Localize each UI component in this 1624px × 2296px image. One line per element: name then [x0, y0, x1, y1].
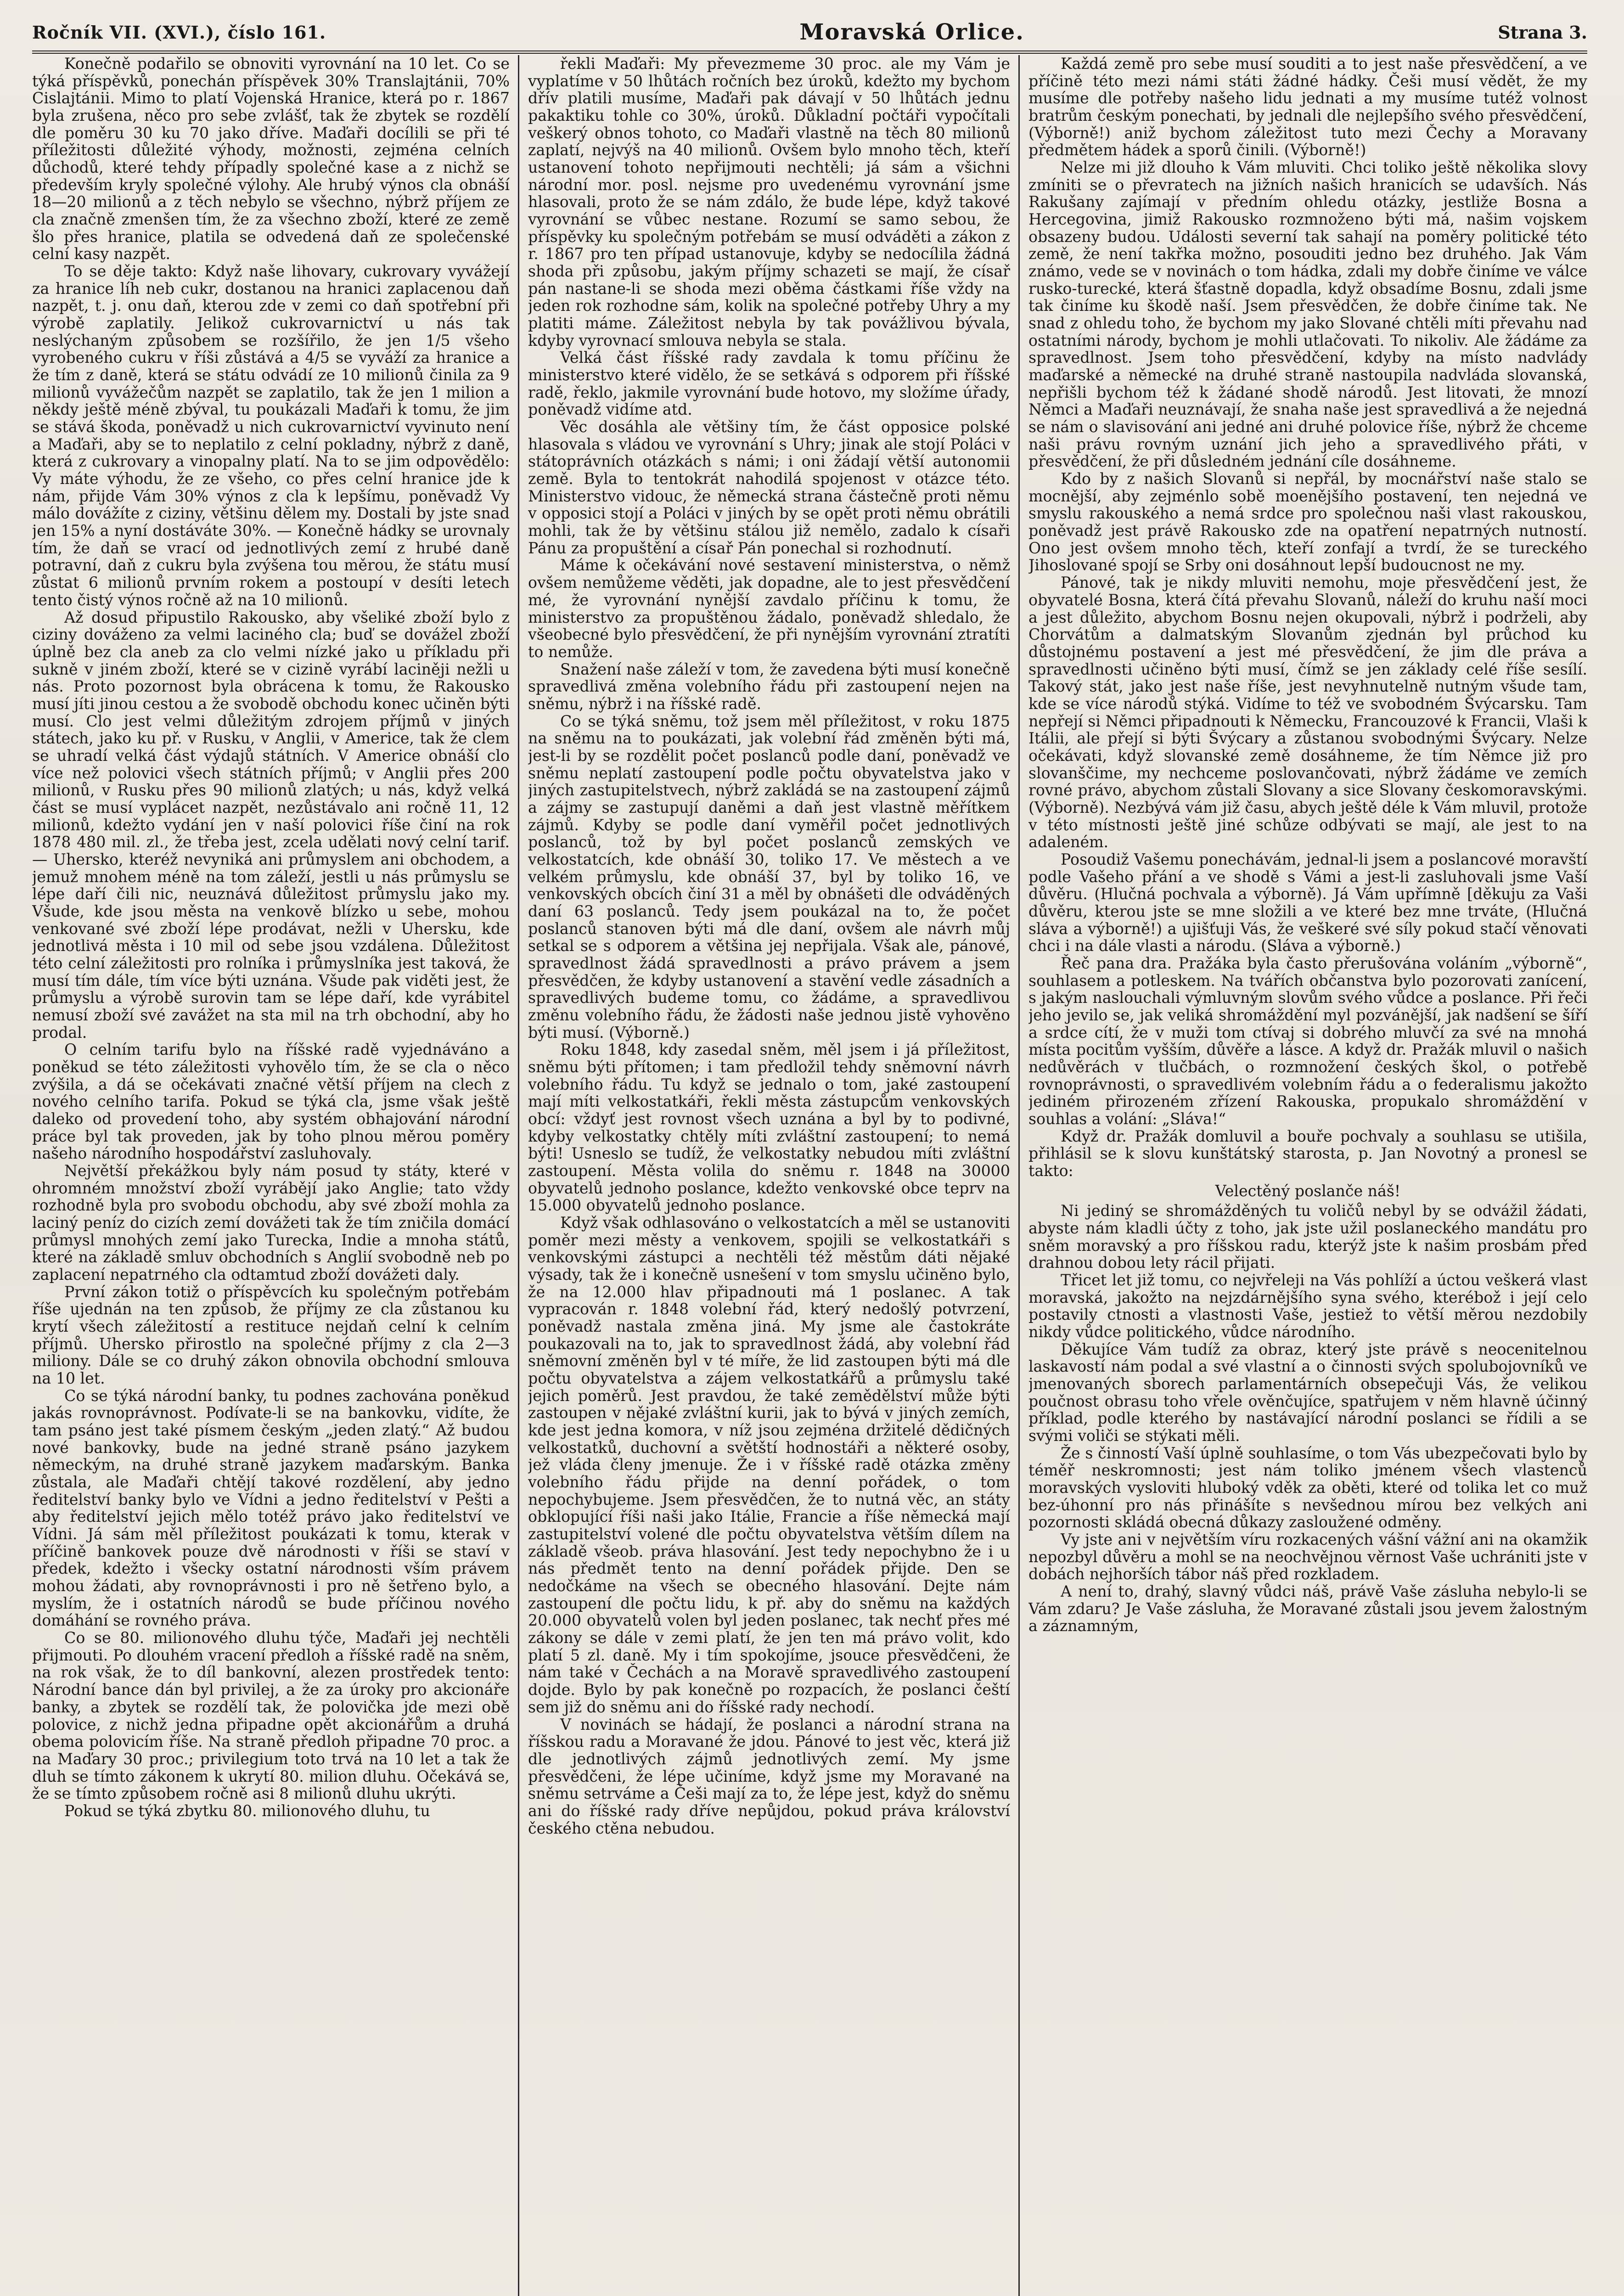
- article-paragraph: Co se týká národní banky, tu podnes zachována poněkud jakás rovnoprávnost. Podívate-li se na bankovku, vidíte, že tam psáno jest také písmem českým „jeden zlatý.“ Až budou nové bankovky, bude na jedné straně psáno jazykem německým, na druhé straně jazykem maďarským. Banka zůstala, ale Maďaři chtějí takové rozdělení, aby jedno ředitelství banky bylo ve Vídni a jedno ředitelství v Pešti a aby ředitelství jejich mělo totéž právo jako ředitelství ve Vídni. Já sám měl příležitost poukázati k tomu, kterak v příčině bankovek pouze dvě národnosti v říši se staví v předek, kdežto i všecky ostatní národnosti vším právem mohou žádati, aby rovnoprávnosti i pro ně šetřeno bylo, a myslím, že i ostatních národů se bude příčinou nového domáhání se rovného práva.: [32, 1386, 510, 1630]
- column-rule: [1018, 55, 1020, 2296]
- page-number: Strana 3.: [1498, 22, 1587, 43]
- article-paragraph: Když dr. Pražák domluvil a bouře pochvaly a souhlasu se utišila, přihlásil se k slovu kunštátský starosta, p. Jan Novotný a pronesl se takto:: [1028, 1127, 1587, 1180]
- article-paragraph: O celním tarifu bylo na říšské radě vyjednáváno a poněkud se této záležitosti vyhovělo tím, že se cla o něco zvýšila, a dá se očekávati značné větší příjem na clech z nového celního tarifa. Pokud se týká cla, jsme však ještě daleko od provedení toho, aby systém obhajování národní práce byl tak proveden, jak by toho plnou měrou poměry našeho národního hospodářství zasluhovaly.: [32, 1041, 510, 1163]
- article-paragraph: Konečně podařilo se obnoviti vyrovnání na 10 let. Co se týká příspěvků, ponechán příspěvek 30% Translajtánii, 70% Cislajtánii. Mimo to platí Vojenská Hranice, která po r. 1867 byla zrušena, něco pro sebe zvlášť, tak že zbytek se rozdělí dle poměru 30 ku 70 jako dříve. Maďaři docílili se při té příležitosti důležité výhody, možnosti, zejména celních důchodů, které tehdy případly společné kase a z nichž se především kryly společné výlohy. Ale hrubý výnos cla obnáší 18—20 milionů a z těch nebylo se všechno, nýbrž příjem ze cla značně zmenšen tím, že za všechno zboží, které ze země šlo přes hranice, platila se odvedená daň ze společenské celní kasy nazpět.: [32, 55, 510, 263]
- article-paragraph: řekli Maďaři: My převezmeme 30 proc. ale my Vám je vyplatíme v 50 lhůtách ročních bez úroků, kdežto my bychom dřív platili musíme, Maďaři pak dávají v 50 lhůtách jednu pakaktiku tohle co 30%, úroků. Důkladní počtáři vypočítali veškerý obnos tohoto, co Maďaři vlastně na těch 80 milionů zaplatí, nejvýš na 40 milionů. Ovšem bylo mnoho těch, kteří ustanovení tohoto nepřijmouti nechtěli; já sám a všichni národní mor. posl. nejsme pro uvedenému vyrovnání jsme hlasovali, proto že se nám zdálo, že bude lépe, když takové vyrovnání se vůbec nestane. Rozumí se samo sebou, že příspěvky ku společným potřebám se musí odváděti a zákon z r. 1867 pro ten případ ustanovuje, kdyby se nedocílila žádná shoda při způsobu, jakým příjmy schazeti se mají, že císař pán nastane-li se shoda mezi oběma částkami říše vždy na jeden rok rozhodne sám, kolik na společné potřeby Uhry a my platiti máme. Záležitost nebyla by tak povážlivou bývala, kdyby vyrovnací smlouva nebyla se stala.: [528, 55, 1010, 349]
- article-paragraph: Až dosud připustilo Rakousko, aby všeliké zboží bylo z ciziny dováženo za velmi laciného cla; buď se dovážel zboží úplně bez cla aneb za clo velmi nízké jako u příkladu při sukně v jiném zboží, které se v cizině vyrábí laciněji nežli u nás. Proto pozornost byla obrácena k tomu, že Rakousko musí jíti jinou cestou a že svobodě obchodu konec učiněn býti musí. Clo jest velmi důležitým zdrojem příjmů v jiných státech, jako ku př. v Rusku, v Anglii, v Americe, tak že clem se uhradí velká část výdajů státních. V Americe obnáší clo více než polovici všech státních příjmů; v Anglii přes 200 milionů, v Rusku přes 90 milionů zlatých; u nás, když velká část se musí vyplácet nazpět, nezůstávalo ani ročně 11, 12 milionů, kdežto vydání jen v naší polovici říše činí na rok 1878 480 mil. zl., že třeba jest, zcela udělati nový celní tarif. — Uhersko, kteréž nevyniká ani průmyslem ani obchodem, a jemuž mnohem méně na tom záleží, jestli u nás průmyslu se lépe daří čili nic, neuznává důležitost průmyslu jako my. Všude, kde jsou města na venkově blízko u sebe, mohou venkované své zboží lépe prodávat, nežli v Uhersku, kde jednotlivá města i 10 mil od sebe jsou vzdálena. Důležitost této celní záležitosti pro rolníka i průmyslníka jest taková, že musí tím dále, tím více býti uznána. Všude pak viděti jest, že průmyslu a výrobě surovin tam se lépe daří, kde vyrábitel nemusí zboží své zavážet na sta mil na trh obchodní, aby ho prodal.: [32, 608, 510, 1041]
- article-paragraph: A není to, drahý, slavný vůdci náš, právě Vaše zásluha nebylo-li se Vám zdaru? Je Vaše zásluha, že Moravané zůstali jsou jevem žalostným a záznamným,: [1028, 1582, 1587, 1635]
- article-paragraph: Když však odhlasováno o velkostatcích a měl se ustanoviti poměr mezi městy a venkovem, spojili se velkostatkáři s venkovskými zástupci a nechtěli též městům dáti nějaké výsady, tak že i konečně usnešení v tom smyslu učiněno bylo, že na 12.000 hlav připadnouti má 1 poslanec. A tak vypracován r. 1848 volební řád, který nedošlý potvrzení, poněvadž nastala změna jiná. My jsme ale častokráte poukazovali na to, jak to spravedlnost žádá, aby volební řád sněmovní změněn byl v té míře, že lid zastoupen býti má dle počtu obyvatelstva a zájem velkostatkářů a průmyslu také jejich poměrů. Jest pravdou, že také zemědělství může býti zastoupen v nějaké zvláštní kurii, jak to bývá v jiných zemích, kde jest jedna komora, v níž jsou zejména držitelé dědičných velkostatků, duchovní a světští hodnostáři a některé osoby, jež vláda členy jmenuje. Že i v říšské radě otázka změny volebního řádu přijde na denní pořádek, o tom nepochybujeme. Jsem přesvědčen, že to nutná věc, an státy obklopující říši naši jako Itálie, Francie a říše německá mají zastupitelství volené dle počtu obyvatelstva větším dílem na základě všeob. práva hlasování. Jest tedy nepochybno že i u nás předmět tento na denní pořádek přijde. Den se nedočkáme na všech se obecného hlasování. Dejte nám zastoupení dle počtu lidu, k př. aby do sněmu na každých 20.000 obyvatelů volen byl jeden poslanec, tak nechť přes mé zákony se dále v zemi platí, že jen ten má právo volit, kdo platí 5 zl. daně. My i tím spokojíme, jsouce přesvědčeni, že nám také v Čechách a na Moravě spravedlivého zastoupení dojde. Bylo by pak konečně po rozpacích, že poslanci čeští sem již do sněmu ani do říšské rady nechodí.: [528, 1214, 1010, 1716]
- column-rule: [518, 55, 519, 2296]
- article-paragraph: Děkujíce Vám tudíž za obraz, který jste právě s neocenitelnou laskavostí nám podal a své vlastní a o činnosti svých spolubojovníků ve jmenovaných sborech parlamentárních obsepečuji Vás, že velikou poučnost obrasu toho vřele ověnčujíce, spatřujem v něm hlavně účinný příklad, podle kterého by nastávající národní poslanci se řídili a se svými voliči se stýkati měli.: [1028, 1340, 1587, 1445]
- article-paragraph: Posoudiž Vašemu ponechávám, jednal-li jsem a poslancové moravští podle Vašeho přání a ve shodě s Vámi a jest-li zasluhovali jsme Vaší důvěru. (Hlučná pochvala a výborně). Já Vám upřímně [děkuju za Vaši důvěru, kterou jste se mne složili a ve které bez mne trváte, (Hlučná sláva a výborně!) a ujišťuji Vás, že veškeré své síly pokud stačí věnovati chci i na dále vlasti a národu. (Sláva a výborně.): [1028, 850, 1587, 955]
- article-paragraph: Věc dosáhla ale většiny tím, že část opposice polské hlasovala s vládou ve vyrovnání s Uhry; jinak ale stojí Poláci v státoprávních otázkách s námi; i oni žádají větší autonomii země. Byla to tentokrát nahodilá spojenost v otázce této. Ministerstvo vidouc, že německá strana částečně proti němu v opposici stojí a Poláci v jiných by se opět proti němu obrátili mohli, tak že by většinu stálou již nemělo, zadalo k císaři Pánu za propuštění a císař Pán ponechal si rozhodnutí.: [528, 418, 1010, 557]
- article-paragraph: Máme k očekávání nové sestavení ministerstva, o němž ovšem nemůžeme věděti, jak dopadne, ale to jest přesvědčení mé, že vyrovnání nynější zavdalo příčinu k tomu, že ministerstvo za propuštěnou žádalo, poněvadž shledalo, že všeobecné bylo přesvědčení, že při nynějším vyrovnání ztratíti to nemůže.: [528, 556, 1010, 661]
- newspaper-title: Moravská Orlice.: [799, 19, 1024, 45]
- article-paragraph: To se děje takto: Když naše lihovary, cukrovary vyvážejí za hranice líh neb cukr, dostanou na hranici zaplacenou daň nazpět, t. j. onu daň, kterou zde v zemi co daň spotřební při výrobě zaplatily. Jelikož cukrovarnictví u nás tak neslýchaným způsobem se rozšířilo, že jen 1/5 všeho vyrobeného cukru v říši zůstává a 4/5 se vyváží za hranice a že tím z daně, která se státu odvádí ze 10 milionů činila za 9 milionů vyvážečům nazpět se zaplatilo, tak že jen 1 milion a někdy ještě méně zbýval, tu poukázali Maďaři k tomu, že jim se stává škoda, poněvadž u nich cukrovarnictví vyvinuto není a Maďaři, aby se to neplatilo z celní pokladny, nýbrž z daně, která z cukrovary a vinopalny platí. Na to se jim odpovědělo: Vy máte výhodu, že ze všeho, co přes celní hranice jde k nám, přijde Vám 30% výnos z cla k lepšímu, poněvadž Vy málo dovážíte z ciziny, většinu dělem my. Dostali by jste snad jen 15% a nyní dostáváte 30%. — Konečně hádky se urovnaly tím, že daň se vrací od jednotlivých zemí z hrubé daně potravní, daň z cukru byla zvýšena tou měrou, že státu musí zůstat 6 milionů prvním rokem a postoupí v desíti letech tento čistý výnos ročně až na 10 milionů.: [32, 262, 510, 609]
- article-paragraph: Velectěný poslanče náš!: [1215, 1182, 1401, 1200]
- article-paragraph: Roku 1848, kdy zasedal sněm, měl jsem i já příležitost, sněmu býti přítomen; i tam předložil tehdy sněmovní návrh volebního řádu. Tu když se jednalo o tom, jaké zastoupení mají míti velkostatkáři, řekli města zástupcům venkovských obcí: vždyť jest rovnost všech uznána a byl by to podivné, kdyby velkostatky chtěly míti zvláštní zastoupení; to nemá býti! Usneslo se tudíž, že velkostatky nebudou míti zvláštní zastoupení. Města volila do sněmu r. 1848 na 30000 obyvatelů jednoho poslance, kdežto venkovské obce teprv na 15.000 obyvatelů jednoho poslance.: [528, 1041, 1010, 1215]
- article-paragraph: První zákon totiž o příspěvcích ku společným potřebám říše ujednán na ten způsob, že příjmy ze cla zůstanou ku krytí všech záležitostí a restituce nejdaň celní k celním příjmů. Uhersko přirostlo na společné příjmy z cla 2—3 miliony. Dále se co druhý zákon obnovila obchodní smlouva na 10 let.: [32, 1283, 510, 1388]
- article-paragraph: Řeč pana dra. Pražáka byla často přerušována voláním „výborně“, souhlasem a potleskem. Na tvářích občanstva bylo pozorovati zanícení, s jakým naslouchali výmluvným slovům svého vůdce a poslance. Při řeči jeho jevilo se, jak veliká shromáždění myl pozvánější, jak nadšení se šíří a srdce cítí, že v muži tom ctívaj si dobrého mluvčí za své na mnohá místa pocitům vyšším, důvěře a lásce. A když dr. Pražák mluvil o našich nedůvěrách v tlučbách, o rozmnožení českých škol, o potřebě rovnoprávnosti, o spravedlivém volebním řádu a o federalismu jakožto jediném přirozeném zřízení Rakouska, propukalo shromáždění v souhlas a volání: „Sláva!“: [1028, 954, 1587, 1128]
- article-paragraph: Pokud se týká zbytku 80. milionového dluhu, tu: [64, 1801, 430, 1820]
- column-3: [1028, 55, 1587, 2296]
- article-paragraph: Největší překážkou byly nám posud ty státy, které v ohromném množství zboží vyrábějí jako Anglie; tato vždy rozhodně byla pro svobodu obchodu, aby své zboží mohla za laciný peníz do cizích zemí dovážeti tak že tím zničila domácí průmysl mnohých zemí jako Turecka, Indie a mnoha států, které na základě smluv obchodních s Anglií svobodně neb po zaplacení nepatrného cla odtamtud zboží dovážeti daly.: [32, 1162, 510, 1284]
- article-paragraph: Nelze mi již dlouho k Vám mluviti. Chci toliko ještě několika slovy zmíniti se o převratech na jižních našich hranicích se udavších. Nás Rakušany zajímají v předním ohledu otázky, jestliže Bosna a Hercegovina, jimiž Rakousko rozmnoženo býti má, našim vojskem obsazeny budou. Události severní tak sahají na poměry politické této země, že není takřka možno, posouditi jedno bez druhého. Jak Vám známo, vede se v novinách o tom hádka, zdali my dobře činíme ve válce rusko-turecké, která šťastně dopadla, když obsadíme Bosnu, zdali jsme tak činíme ku škodě naší. Jsem přesvědčen, že dobře činíme tak. Ne snad z ohledu toho, že bychom my jako Slované chtěli míti převahu nad ostatními národy, bychom je mohli utlačovati. To nikoliv. Ale žádáme za spravedlnost. Jsem toho přesvědčení, kdyby na místo nadvlády maďarské a německé na druhé straně nastoupila nadvláda slovanská, nepřišli bychom též k žádané shodě národů. Jest litovati, že mnozí Němci a Maďaři neuznávají, že snaha naše jest spravedlivá a že nejedná se nám o slavisování ani jedné ani druhé polovice říše, nýbrž že chceme naši právu rovným uznání jich jeho a spravedlivého přáti, v přesvědčení, že při důsledném jednání cíle dosáhneme.: [1028, 158, 1587, 471]
- article-paragraph: Co se týká sněmu, tož jsem měl příležitost, v roku 1875 na sněmu na to poukázati, jak volební řád změněn býti má, jest-li by se rozdělit počet poslanců podle daní, poněvadž ve sněmu neplatí zastoupení podle počtu obyvatelstva jako v jiných zastupitelstvech, nýbrž zakládá se na zastoupení zájmů a zájmy se zastupují daněmi a daň jest vlastně měřítkem zájmů. Kdyby se podle daní vyměřil počet jednotlivých poslanců, tož by byl počet poslanců zemských ve velkostatcích, kde obnáší 30, toliko 17. Ve městech a ve velkém průmyslu, kde obnáší 37, byl by toliko 16, ve venkovských obcích činí 31 a měl by obnášeti dle odváděných daní 63 poslanců. Tedy jsem poukázal na to, že počet poslanců stanoven býti má dle daní, ovšem ale návrh můj setkal se s odporem a většina jej nepřijala. Však ale, pánové, spravedlnost žádá spravedlnosti a právo právem a jsem přesvědčen, že kdyby ustanovení a stavění vedle zásadních a spravedlivých budeme tomu, co žádáme, a spravedlivou změnu volebního řádu, že žádosti naše jednou jistě vyhověno býti musí. (Výborně.): [528, 712, 1010, 1041]
- article-paragraph: Vy jste ani v největším víru rozkacených vášní vážní ani na okamžik nepozbyl důvěru a mohl se na neochvějnou věrnost Vaše uchrániti jste v dobách nejhorších tábor náš před rozkladem.: [1028, 1531, 1587, 1583]
- article-paragraph: Velká část říšské rady zavdala k tomu příčinu že ministerstvo které vidělo, že se setkává s odporem při říšské radě, řeklo, jakmile vyrovnání bude hotovo, my složíme úřady, poněvadž vidíme atd.: [528, 349, 1010, 419]
- masthead: [32, 14, 1587, 54]
- article-paragraph: Snažení naše záleží v tom, že zavedena býti musí konečně spravedlivá změna volebního řádu při zastoupení nejen na sněmu, nýbrž i na říšské radě.: [528, 660, 1010, 713]
- article-paragraph: Pánové, tak je nikdy mluviti nemohu, moje přesvědčení jest, že obyvatelé Bosna, která čítá převahu Slovanů, náleží do kruhu naší moci a jest důležito, abychom Bosnu nejen okupovali, nýbrž i podrželi, aby Chorvátům a dalmatským Slovanům zjednán byl průchod ku důstojnému postavení a jest mé přesvědčení, že jim dle práva a spravedlnosti učiněno býti musí, čímž se jen základy celé říše sesílí. Takový stát, jako jest naše říše, jest nevyhnutelně nutným všude tam, kde se více národů stýká. Vidíme to též ve svobodném Švýcarsku. Tam nepřejí si Němci připadnouti k Německu, Francouzové k Francii, Vlaši k Itálii, ale přejí si býti Švýcary a zůstanou svobodnými Švýcary. Nelze očekávati, když slovanské země dosáhneme, že tím Němce již pro slovanščime, my nechceme poslovančovati, nýbrž žádáme ve zemích rovné právo, abychom zůstali Slovany a sice Slovany českomoravskými. (Výborně). Nezbývá vám již času, abych ještě déle k Vám mluvil, protože v této místnosti ještě jiné schůze odbývati se mají, ale jest to na adaleném.: [1028, 574, 1587, 851]
- article-paragraph: V novinách se hádají, že poslanci a národní strana na říšskou radu a Moravané že jdou. Pánové to jest věc, která již dle jednotlivých zájmů jednotlivých zemí. My jsme přesvědčeni, že lépe učiníme, když jsme my Moravané na sněmu setrváme a Češi mají za to, že lépe jest, když do sněmu ani do říšské rady dříve nepůjdou, pokud práva království českého ctěna nebudou.: [528, 1715, 1010, 1837]
- article-paragraph: Co se 80. milionového dluhu týče, Maďaři jej nechtěli přijmouti. Po dlouhém vracení předloh a říšské radě na sněm, na rok však, že to díl bankovní, alezen prostředek tento: Národní bance dán byl privilej, a že za úroky pro akcionáře banky, a zbytek se rozdělí tak, že polovička jde mezi obě polovice, z nichž jedna připadne opět akcionářům a druhá obema polovicím říše. Na straně předloh připadne 70 proc. a na Maďary 30 proc.; privilegium toto trvá na 10 let a tak že dluh se tímto zákonem k ukrytí 80. milion dluhu. Očekává se, že se tímto způsobem ročně asi 8 milionů dluhu ukrýti.: [32, 1629, 510, 1803]
- article-paragraph: Třicet let již tomu, co nejvřeleji na Vás pohlíží a úctou veškerá vlast moravská, jakožto na nejzdárnějšího syna svého, kterébož i její celo postavily ctnosti a vlastnosti Vaše, jestiež to větší měrou nezdobily nikdy vůdce politického, vůdce národního.: [1028, 1271, 1587, 1341]
- article-paragraph: Ni jediný se shromážděných tu voličů nebyl by se odvážil žádati, abyste nám kladli účty z toho, jak jste užil poslaneckého mandátu pro sněm moravský a pro říšskou radu, kterýž jste k našim prosbám před drahnou dobou lety rácil přijati.: [1028, 1202, 1587, 1272]
- column-2: [528, 55, 1010, 2296]
- article-paragraph: Každá země pro sebe musí souditi a to jest naše přesvědčení, a ve příčině této mezi námi státi žádné hádky. Češi musí vědět, že my musíme dle potřeby našeho lidu jednati a my musíme tutéž volnost bratrům českým ponechati, by jednali dle nejlepšího svého přesvědčení, (Výborně!) aniž bychom záležitost tuto mezi Čechy a Moravany předmětem hádek a sporů činili. (Výborně!): [1028, 55, 1587, 159]
- column-1: [32, 55, 510, 2296]
- article-paragraph: Kdo by z našich Slovanů si nepřál, by mocnářství naše stalo se mocnější, aby zejménlo sobě moenějšího postavení, ten nejedná ve smyslu rakouského a nemá srdce pro společnou naši vlast rakouskou, poněvadž jest právě Rakousko zde na opatření nepatrných nutností. Ono jest ovšem mnoho těch, kteří zonfají a tvrdí, že se tureckého Jihoslované spojí se Srby oni dosáhnout lepší budoucnost ne my.: [1028, 470, 1587, 574]
- issue-number: Ročník VII. (XVI.), číslo 161.: [32, 22, 326, 43]
- article-paragraph: Že s činností Vaší úplně souhlasíme, o tom Vás ubezpečovati bylo by téměř neskromnosti; jest nám toliko jménem všech vlastenců moravských vysloviti hluboký vděk za oběti, které od tolika let co muž bez-úhonní pro nás přinášíte s nevšednou mírou bez velkých ani pozornosti skládá obecná důkazy zasloužené odměny.: [1028, 1444, 1587, 1531]
